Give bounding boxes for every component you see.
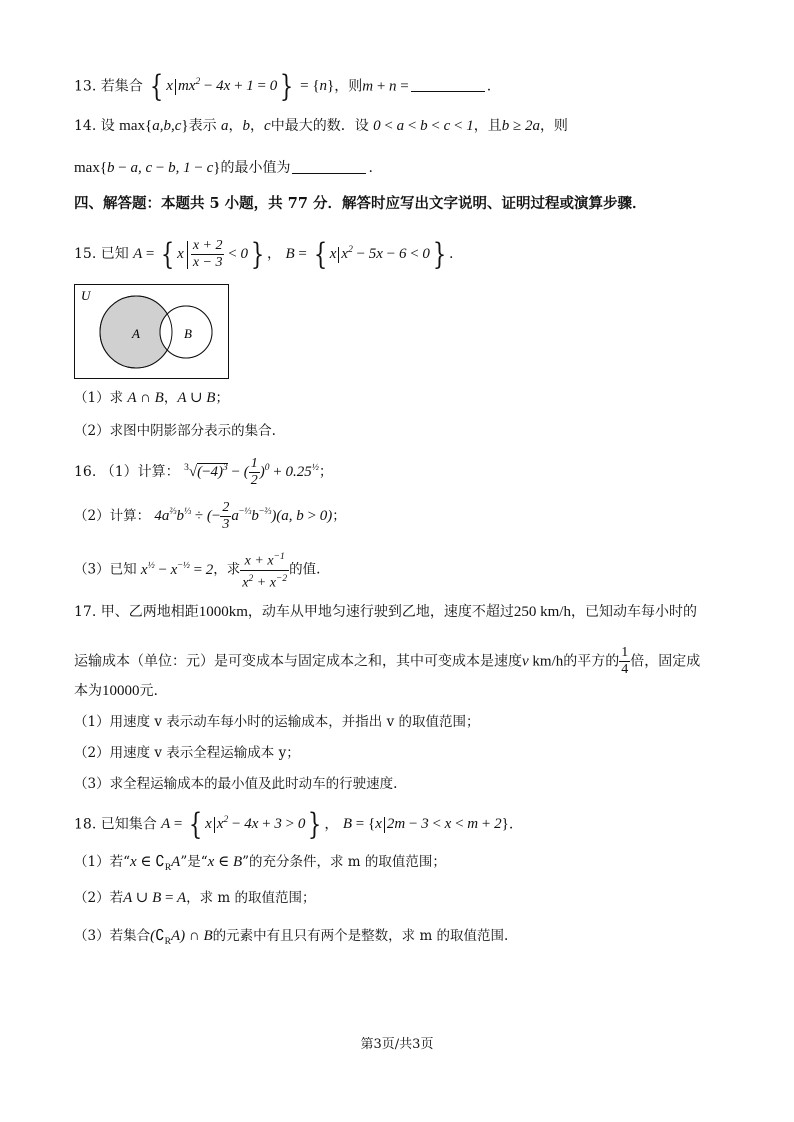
question-number: 17.: [74, 604, 97, 620]
question-number: 16.: [74, 463, 97, 480]
set-a-label: A: [132, 326, 140, 341]
question-16-part-3: （3）已知 $x^{\frac{1}{2}} - x^{-\frac{1}{2}} = 2$，求 $\frac{x + x^{-1}}{x^2 + x^{-2}}$ 的值.: [74, 549, 320, 591]
question-18: 18. 已知集合 A = { x $x^2 - 4x + 3 > 0$} ， B = {x 2m − 3 < x < m + 2}.: [74, 807, 514, 842]
question-13: 13. 若集合 { x $mx^2 - 4x + 1 = 0\} = \{n\}$，则m + n = .: [74, 69, 492, 104]
question-15: 15. 已知 A = { x $\frac{x + 2}{x - 3}$ < 0} ， B = { x $x^2 - 5x - 6 < 0$} .: [74, 236, 454, 272]
question-17-line-2: 运输成本（单位：元）是可变成本与固定成本之和，其中可变成本是速度v km/h的平方的 $\frac{1}{4}$ 倍，固定成: [74, 645, 701, 677]
question-18-part-2: （2）若A ∪ B = A，求 m 的取值范围；: [74, 890, 316, 906]
question-16-part-2: （2）计算： $4a^{\frac{2}{3}}b^{\frac{1}{3}}$ ÷ (− $\frac{2}{3}$ $a^{-\frac{1}{3}}b^{-\frac{2}{3}})(a$, b > 0)；: [74, 500, 346, 532]
question-14-line-2: max{b − a, c − b, 1 − c}的最小值为 .: [74, 160, 373, 176]
question-18-part-3: （3）若集合$(∁_RA)$ ∩ B的元素中有且只有两个是整数，求 m 的取值范围.: [74, 928, 509, 947]
question-18-part-1: （1）若“x ∈ $∁_RA$”是“x ∈ B”的充分条件，求 m 的取值范围；: [74, 854, 446, 873]
question-17: 17. 甲、乙两地相距1000km，动车从甲地匀速行驶到乙地，速度不超过250 km/h，已知动车每小时的: [74, 604, 697, 620]
question-14: 14. 设 max{a,b,c}表示 a，b，c中最大的数．设 0 < a < b < c < 1，且b ≥ 2a，则: [74, 118, 568, 134]
question-17-line-3: 本为10000元.: [74, 683, 158, 699]
section-title: 四、解答题：本题共 5 小题，共 77 分．解答时应写出文字说明、证明过程或演算步骤．: [74, 195, 647, 212]
question-number: 13.: [74, 78, 97, 95]
answer-blank: [411, 77, 485, 92]
universe-label: U: [81, 288, 91, 303]
question-number: 18.: [74, 816, 97, 833]
question-number: 15.: [74, 245, 97, 262]
formula: { x $mx^2 - 4x + 1 = 0\} = \{n\}$: [150, 69, 335, 104]
question-15-part-2: （2）求图中阴影部分表示的集合.: [74, 423, 276, 439]
question-17-part-3: （3）求全程运输成本的最小值及此时动车的行驶速度.: [74, 776, 398, 792]
answer-blank: [292, 159, 366, 174]
question-17-part-2: （2）用速度 v 表示全程运输成本 y；: [74, 745, 300, 761]
question-16-part-1: 16. （1）计算： $^3√(-4)^3$ − ( $\frac{1}{2}$ )$^0 + 0.25^{\frac{1}{2}}$；: [74, 456, 333, 488]
venn-diagram: [74, 284, 230, 380]
page-footer: 第3页/共3页: [360, 1037, 434, 1052]
question-number: 14.: [74, 118, 97, 134]
question-17-part-1: （1）用速度 v 表示动车每小时的运输成本，并指出 v 的取值范围；: [74, 714, 480, 730]
question-15-part-1: （1）求 A ∩ B，A ∪ B；: [74, 390, 229, 406]
set-b-label: B: [184, 326, 192, 341]
